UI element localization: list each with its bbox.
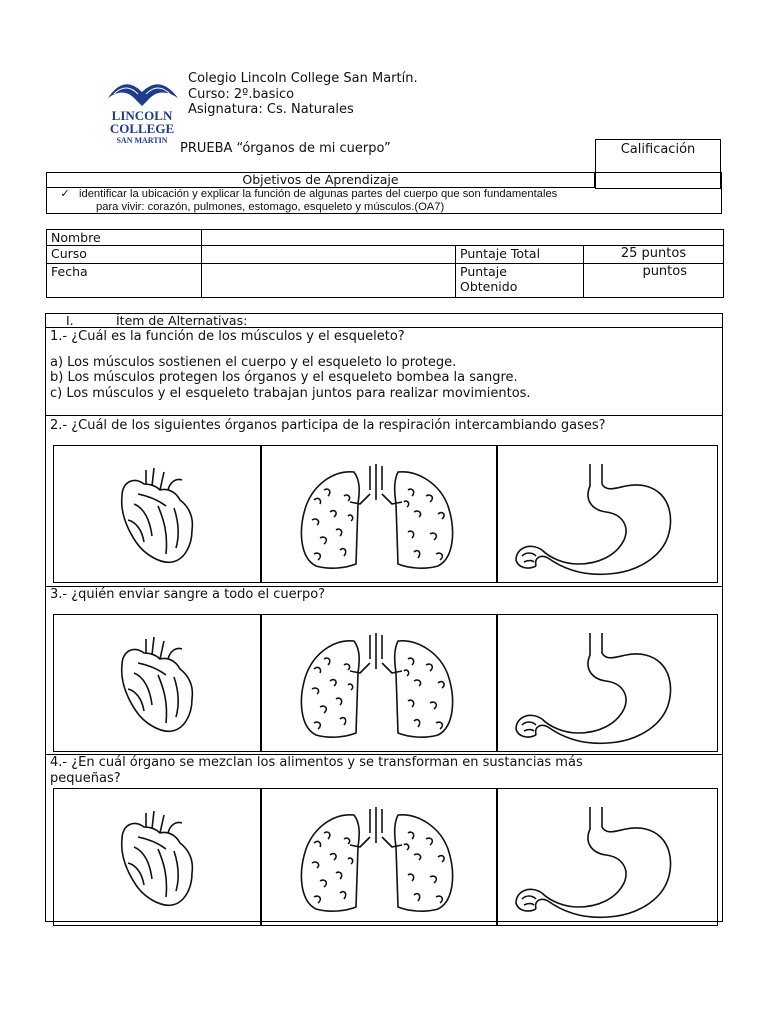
section-title: Ítem de Alternativas: bbox=[116, 313, 248, 328]
obtained-label-line-2: Obtenido bbox=[460, 279, 518, 294]
objective-line-1: identificar la ubicación y explicar la función de algunas partes del cuerpo que son fundamentales bbox=[79, 188, 558, 200]
total-score-value: 25 puntos bbox=[584, 246, 724, 264]
question-2-text: 2.- ¿Cuál de los siguientes órganos participa de la respiración intercambiando gases? bbox=[50, 418, 606, 433]
question-3-text: 3.- ¿quién enviar sangre a todo el cuerpo? bbox=[50, 587, 326, 602]
subject-line: Asignatura: Cs. Naturales bbox=[188, 102, 354, 117]
school-header bbox=[188, 71, 418, 118]
question-1-option-a[interactable]: a) Los músculos sostienen el cuerpo y el esqueleto lo protege. bbox=[50, 354, 457, 370]
test-title: PRUEBA “órganos de mi cuerpo” bbox=[180, 141, 391, 156]
question-1-option-b[interactable]: b) Los músculos protegen los órganos y el esqueleto bombea la sangre. bbox=[50, 370, 518, 385]
heart-icon bbox=[114, 633, 198, 737]
stomach-option[interactable] bbox=[497, 788, 718, 926]
course-field[interactable] bbox=[202, 246, 456, 264]
lungs-option[interactable] bbox=[261, 445, 497, 583]
heart-icon bbox=[114, 464, 198, 568]
name-label: Nombre bbox=[47, 230, 202, 246]
obtained-score-value[interactable]: puntos bbox=[584, 264, 724, 298]
check-icon: ✓ bbox=[60, 188, 70, 200]
questions-frame bbox=[45, 313, 723, 922]
school-logo bbox=[104, 70, 180, 146]
stomach-option[interactable] bbox=[497, 614, 718, 752]
objectives-text bbox=[51, 188, 715, 214]
stomach-icon bbox=[506, 803, 686, 919]
question-4-images bbox=[53, 788, 718, 926]
lungs-option[interactable] bbox=[261, 614, 497, 752]
objectives-box bbox=[46, 172, 722, 214]
lungs-option[interactable] bbox=[261, 788, 497, 926]
lungs-icon bbox=[290, 803, 470, 915]
section-number: I. bbox=[66, 313, 74, 328]
divider bbox=[46, 415, 722, 416]
question-1-option-c[interactable]: c) Los músculos y el esqueleto trabajan juntos para realizar movimientos. bbox=[50, 385, 531, 401]
stomach-icon bbox=[506, 460, 686, 576]
heart-option[interactable] bbox=[53, 788, 261, 926]
obtained-score-label bbox=[456, 264, 584, 298]
course-line: Curso: 2º.basico bbox=[188, 86, 295, 102]
lungs-icon bbox=[290, 460, 470, 572]
name-field[interactable] bbox=[202, 230, 724, 246]
course-label: Curso bbox=[47, 246, 202, 264]
question-1-text: 1.- ¿Cuál es la función de los músculos y el esqueleto? bbox=[50, 329, 405, 344]
student-info-table bbox=[46, 229, 724, 298]
lungs-icon bbox=[290, 629, 470, 741]
school-name: Colegio Lincoln College San Martín. bbox=[188, 71, 418, 86]
heart-option[interactable] bbox=[53, 614, 261, 752]
heart-icon bbox=[114, 807, 198, 911]
stomach-option[interactable] bbox=[497, 445, 718, 583]
question-1 bbox=[50, 329, 531, 401]
svg-text:SAN MARTIN: SAN MARTIN bbox=[116, 136, 168, 145]
question-2-images bbox=[53, 445, 718, 583]
section-header bbox=[46, 314, 722, 328]
obtained-label-line-1: Puntaje bbox=[460, 264, 507, 279]
date-field[interactable] bbox=[202, 264, 456, 298]
total-score-label: Puntaje Total bbox=[456, 246, 584, 264]
grade-label: Calificación bbox=[620, 142, 696, 157]
svg-text:LINCOLN: LINCOLN bbox=[111, 108, 173, 123]
question-4-text bbox=[50, 755, 583, 786]
question-3-images bbox=[53, 614, 718, 752]
date-label: Fecha bbox=[47, 264, 202, 298]
objectives-heading: Objetivos de Aprendizaje bbox=[47, 173, 595, 188]
objective-line-2: para vivir: corazón, pulmones, estomago, esqueleto y músculos.(OA7) bbox=[96, 201, 445, 213]
heart-option[interactable] bbox=[53, 445, 261, 583]
question-4-line-2: pequeñas? bbox=[50, 770, 121, 786]
stomach-icon bbox=[506, 629, 686, 745]
question-4-line-1: 4.- ¿En cuál órgano se mezclan los alimentos y se transforman en sustancias más bbox=[50, 755, 583, 770]
svg-text:COLLEGE: COLLEGE bbox=[109, 121, 175, 136]
